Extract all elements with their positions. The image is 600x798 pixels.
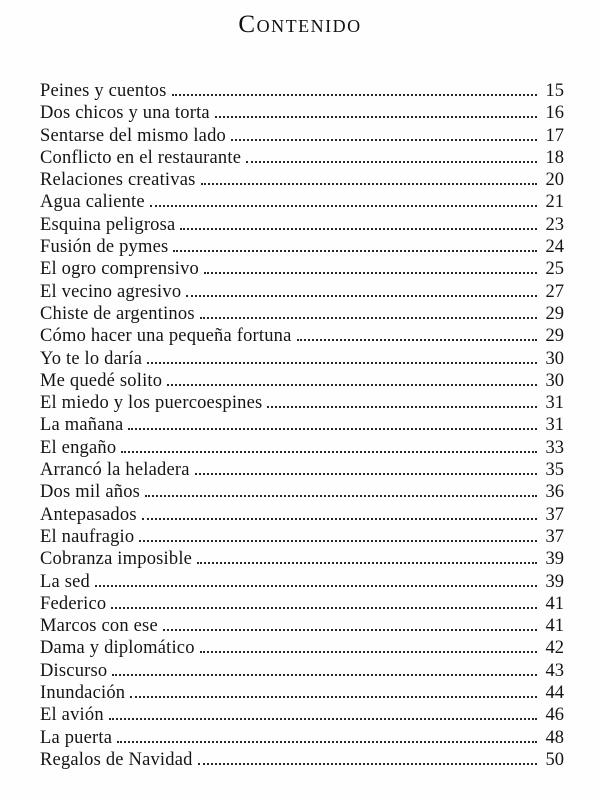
toc-entry-page: 30 — [545, 348, 564, 369]
dot-leader — [128, 428, 537, 430]
toc-entry — [40, 80, 564, 102]
toc-entry-title: El vecino agresivo — [40, 281, 182, 302]
toc-entry-title: Relaciones creativas — [40, 170, 196, 191]
toc-heading: Contenido — [238, 11, 362, 38]
dot-leader — [215, 116, 537, 118]
toc-entry — [40, 214, 564, 236]
toc-entry — [40, 749, 564, 771]
toc-entry — [40, 258, 564, 280]
dot-leader — [197, 562, 537, 564]
toc-entry — [40, 682, 564, 704]
toc-entry-title: Chiste de argentinos — [40, 303, 195, 324]
toc-entry — [40, 125, 564, 147]
toc-entry-title: La sed — [40, 571, 90, 592]
toc-entry-title: Dos chicos y una torta — [40, 103, 210, 124]
dot-leader — [173, 250, 537, 252]
dot-leader — [95, 585, 537, 587]
toc-entry — [40, 548, 564, 570]
toc-entry-page: 29 — [545, 303, 564, 324]
dot-leader — [139, 540, 537, 542]
dot-leader — [297, 339, 537, 341]
toc-entry-title: El miedo y los puercoespines — [40, 393, 263, 414]
toc-entry-title: El engaño — [40, 437, 117, 458]
toc-entry-page: 43 — [545, 660, 564, 681]
toc-entry-title: Fusión de pymes — [40, 237, 169, 258]
toc-entry-title: El ogro comprensivo — [40, 259, 199, 280]
toc-entry-title: Regalos de Navidad — [40, 749, 193, 770]
dot-leader — [180, 228, 537, 230]
toc-entry — [40, 615, 564, 637]
toc-entry-page: 37 — [545, 504, 564, 525]
toc-entry-page: 27 — [545, 281, 564, 302]
toc-entry-page: 18 — [545, 147, 564, 168]
toc-entry — [40, 526, 564, 548]
toc-entry — [40, 481, 564, 503]
dot-leader — [117, 741, 537, 743]
dot-leader — [201, 183, 537, 185]
toc-entry-title: Cobranza imposible — [40, 549, 193, 570]
toc-entry-page: 46 — [545, 705, 564, 726]
toc-entry-title: Sentarse del mismo lado — [40, 125, 226, 146]
toc-entry-page: 33 — [545, 437, 564, 458]
dot-leader — [231, 139, 537, 141]
toc-entry-page: 20 — [545, 170, 564, 191]
toc-entry-title: Conflicto en el restaurante — [40, 147, 242, 168]
toc-entry-title: Dos mil años — [40, 482, 141, 503]
toc-entry — [40, 571, 564, 593]
toc-entry-page: 15 — [545, 81, 564, 101]
toc-entry-title: El avión — [40, 705, 104, 726]
toc-entry — [40, 169, 564, 191]
toc-entry — [40, 459, 564, 481]
dot-leader — [246, 161, 537, 163]
toc-entry-page: 39 — [545, 549, 564, 570]
dot-leader — [200, 317, 537, 319]
toc-entry-title: Inundación — [40, 683, 126, 704]
toc-entry — [40, 660, 564, 682]
toc-entry-page: 37 — [545, 526, 564, 547]
dot-leader — [204, 272, 537, 274]
toc-entry-title: Arrancó la heladera — [40, 460, 190, 481]
toc-entry — [40, 281, 564, 303]
toc-entry-page: 41 — [545, 616, 564, 637]
dot-leader — [200, 651, 537, 653]
dot-leader — [130, 696, 537, 698]
toc-entry-title: Dama y diplomático — [40, 638, 195, 659]
dot-leader — [195, 473, 537, 475]
dot-leader — [163, 629, 537, 631]
dot-leader — [142, 518, 537, 520]
dot-leader — [198, 763, 537, 765]
toc-entry-page: 48 — [545, 727, 564, 748]
toc-entry — [40, 727, 564, 749]
toc-entry-title: Agua caliente — [40, 192, 145, 213]
toc-entry — [40, 704, 564, 726]
toc-entry-page: 35 — [545, 460, 564, 481]
dot-leader — [150, 205, 537, 207]
toc-entry-page: 21 — [545, 192, 564, 213]
toc-entry-page: 50 — [545, 749, 564, 770]
toc-entry-page: 31 — [545, 415, 564, 436]
toc-entry-page: 36 — [545, 482, 564, 503]
toc-entry-title: Antepasados — [40, 504, 137, 525]
toc-entry — [40, 437, 564, 459]
toc-entry-page: 31 — [545, 393, 564, 414]
toc-entry — [40, 147, 564, 169]
toc-entry-page: 16 — [545, 103, 564, 124]
toc-entry-page: 24 — [545, 237, 564, 258]
dot-leader — [145, 495, 537, 497]
toc-entry-title: El naufragio — [40, 526, 135, 547]
dot-leader — [121, 451, 537, 453]
toc-entry — [40, 414, 564, 436]
toc-list — [40, 80, 564, 771]
toc-entry-title: Yo te lo daría — [40, 348, 143, 369]
dot-leader — [172, 94, 537, 96]
toc-entry — [40, 236, 564, 258]
toc-entry-page: 44 — [545, 683, 564, 704]
toc-entry-title: Marcos con ese — [40, 616, 158, 637]
dot-leader — [267, 406, 537, 408]
toc-entry-title: Me quedé solito — [40, 370, 163, 391]
dot-leader — [109, 718, 537, 720]
dot-leader — [112, 674, 537, 676]
toc-entry — [40, 370, 564, 392]
toc-entry — [40, 303, 564, 325]
dot-leader — [147, 362, 537, 364]
toc-entry-title: Cómo hacer una pequeña fortuna — [40, 326, 292, 347]
toc-entry-title: Discurso — [40, 660, 108, 681]
toc-entry — [40, 102, 564, 124]
toc-entry-title: Peines y cuentos — [40, 81, 167, 101]
toc-entry — [40, 191, 564, 213]
dot-leader — [111, 607, 537, 609]
toc-entry-page: 30 — [545, 370, 564, 391]
toc-entry — [40, 504, 564, 526]
toc-entry — [40, 325, 564, 347]
toc-entry — [40, 637, 564, 659]
toc-entry-page: 25 — [545, 259, 564, 280]
toc-entry-page: 29 — [545, 326, 564, 347]
toc-entry-page: 23 — [545, 214, 564, 235]
toc-entry-page: 39 — [545, 571, 564, 592]
dot-leader — [167, 384, 537, 386]
toc-entry — [40, 392, 564, 414]
toc-entry — [40, 348, 564, 370]
toc-entry — [40, 593, 564, 615]
toc-entry-page: 17 — [545, 125, 564, 146]
toc-entry-title: Federico — [40, 593, 107, 614]
toc-entry-title: Esquina peligrosa — [40, 214, 176, 235]
toc-entry-title: La mañana — [40, 415, 124, 436]
toc-entry-title: La puerta — [40, 727, 113, 748]
toc-entry-page: 41 — [545, 593, 564, 614]
dot-leader — [186, 295, 537, 297]
toc-entry-page: 42 — [545, 638, 564, 659]
